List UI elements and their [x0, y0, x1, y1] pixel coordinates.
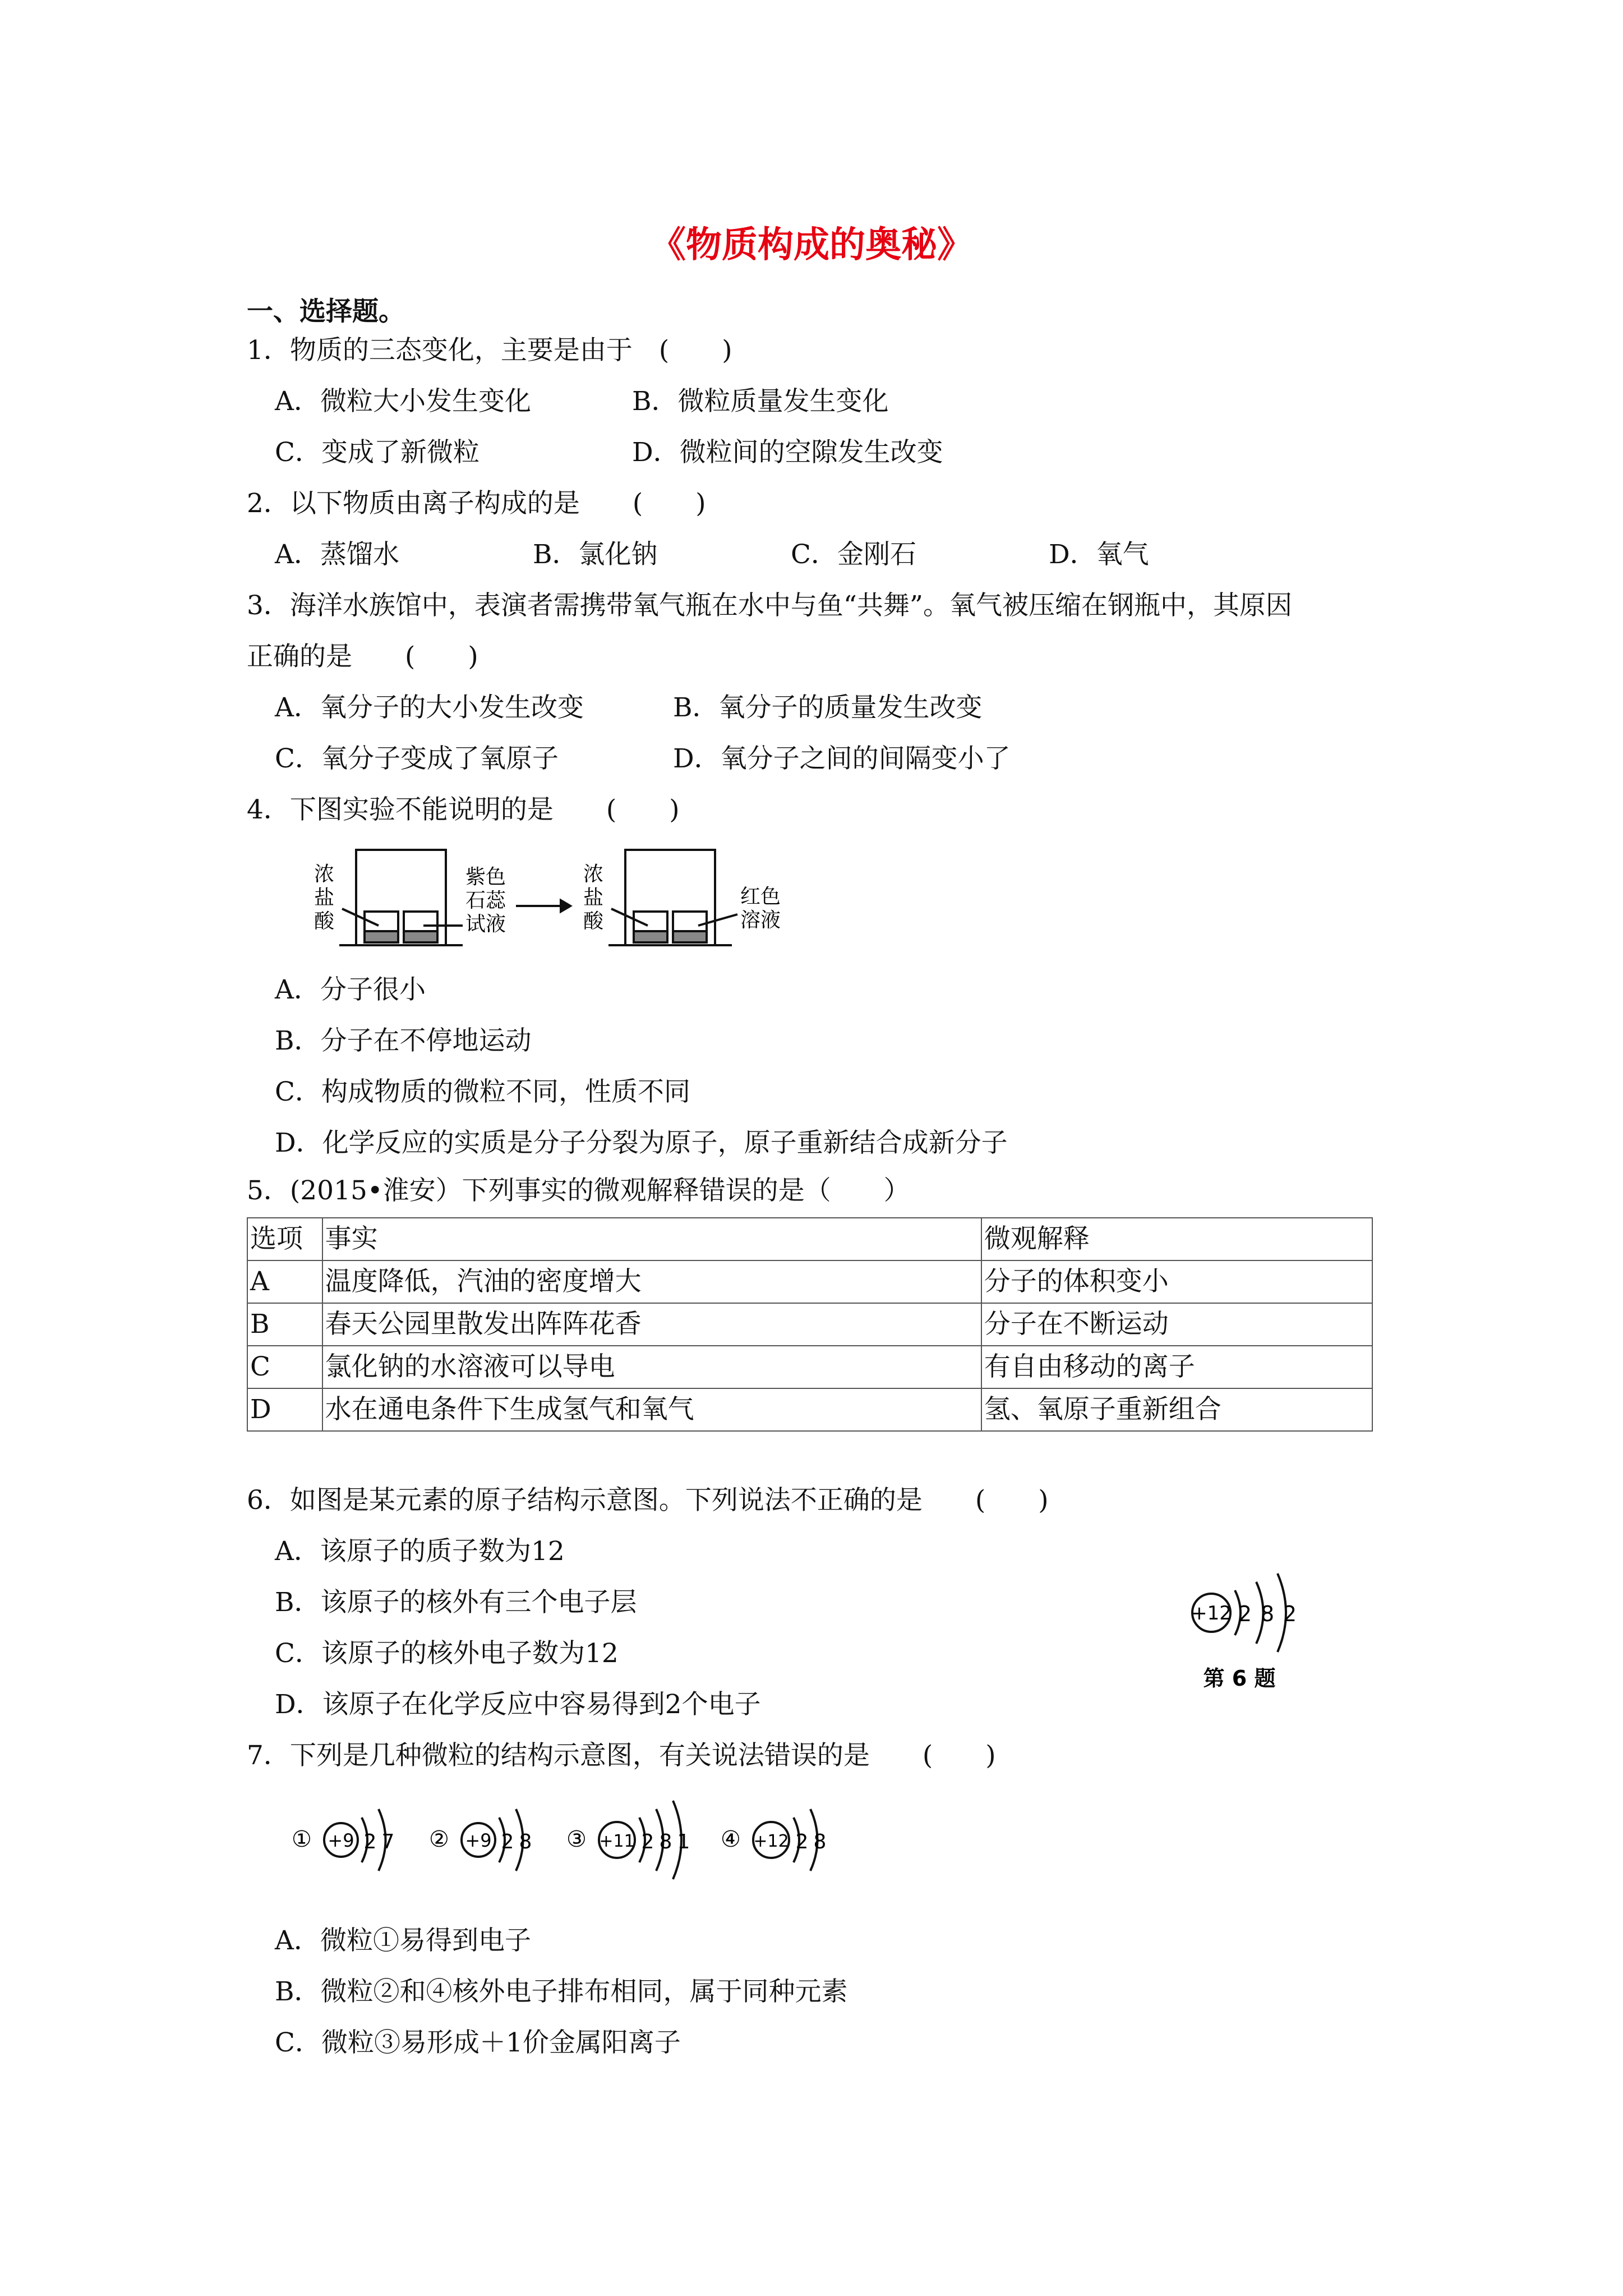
q4-right-left-label-3: 酸 [583, 910, 604, 933]
svg-text:④: ④ [721, 1826, 741, 1852]
svg-text:2: 2 [795, 1830, 809, 1853]
page-title: 《物质构成的奥秘》 [650, 224, 973, 266]
q4-option-d: D．化学反应的实质是分子分裂为原子，原子重新结合成新分子 [275, 1128, 1008, 1158]
table-cell: 水在通电条件下生成氢气和氧气 [322, 1388, 981, 1431]
section-heading: 一、选择题。 [247, 296, 405, 327]
table-header-cell: 微观解释 [981, 1218, 1372, 1260]
q6-shell-3: 2 [1283, 1602, 1297, 1626]
q2-option-a: A．蒸馏水 [275, 539, 399, 570]
q7-option-c: C．微粒③易形成＋1价金属阳离子 [275, 2027, 681, 2058]
svg-text:②: ② [429, 1826, 449, 1852]
particle-2 [429, 1809, 532, 1871]
q4-right-label-1: 红色 [740, 885, 781, 908]
table-cell: A [247, 1260, 322, 1303]
q1-option-b: B．微粒质量发生变化 [632, 386, 889, 417]
q5-stem: 5．(2015•淮安）下列事实的微观解释错误的是（ ） [247, 1175, 910, 1206]
svg-text:2: 2 [641, 1830, 654, 1853]
q2-option-d: D．氧气 [1049, 539, 1149, 570]
svg-text:③: ③ [566, 1826, 587, 1852]
q4-mid-label-2: 石蕊 [465, 889, 506, 912]
q4-right-left-label-2: 盐 [583, 886, 604, 909]
q4-option-b: B．分子在不停地运动 [275, 1025, 532, 1056]
table-cell: 分子的体积变小 [981, 1260, 1372, 1303]
q1-option-d: D．微粒间的空隙发生改变 [632, 437, 943, 468]
q4-option-c: C．构成物质的微粒不同，性质不同 [275, 1076, 690, 1107]
q6-shell-1: 2 [1238, 1602, 1252, 1626]
left-bell-jar [339, 850, 463, 945]
svg-text:1: 1 [677, 1830, 690, 1853]
svg-text:7: 7 [381, 1830, 395, 1853]
svg-text:2: 2 [363, 1830, 377, 1853]
q4-mid-label-1: 紫色 [465, 866, 506, 889]
svg-text:2: 2 [501, 1830, 514, 1853]
q7-particle-diagrams [292, 1795, 864, 1885]
q4-experiment-figure [311, 841, 816, 954]
svg-text:+9: +9 [465, 1830, 492, 1851]
q3-stem-line2: 正确的是 ( ) [247, 641, 478, 672]
svg-text:8: 8 [813, 1830, 827, 1853]
q6-caption: 第 6 题 [1203, 1666, 1276, 1691]
svg-text:+11: +11 [599, 1832, 635, 1851]
q4-mid-label-3: 试液 [465, 913, 506, 936]
svg-text:+12: +12 [753, 1832, 789, 1851]
table-cell: C [247, 1346, 322, 1388]
arrow-icon [516, 900, 570, 912]
q3-option-c: C．氧分子变成了氧原子 [275, 743, 559, 774]
q6-shell-2: 8 [1260, 1602, 1275, 1626]
table-cell: 温度降低，汽油的密度增大 [322, 1260, 981, 1303]
table-cell: D [247, 1388, 322, 1431]
particle-4 [721, 1809, 826, 1871]
q2-stem: 2．以下物质由离子构成的是 ( ) [247, 488, 706, 519]
table-cell: 分子在不断运动 [981, 1303, 1372, 1346]
table-cell: 氢、氧原子重新组合 [981, 1388, 1372, 1431]
q5-table [247, 1217, 1373, 1432]
table-row [247, 1388, 1372, 1431]
table-cell: 氯化钠的水溶液可以导电 [322, 1346, 981, 1388]
table-cell: 有自由移动的离子 [981, 1346, 1372, 1388]
q6-option-a: A．该原子的质子数为12 [275, 1536, 565, 1567]
q6-option-d: D．该原子在化学反应中容易得到2个电子 [275, 1689, 761, 1720]
right-bell-jar [608, 850, 737, 945]
q2-option-c: C．金刚石 [791, 539, 916, 570]
q4-left-label-2: 盐 [314, 886, 335, 909]
q6-stem: 6．如图是某元素的原子结构示意图。下列说法不正确的是 ( ) [247, 1485, 1049, 1516]
q1-option-a: A．微粒大小发生变化 [275, 386, 531, 417]
table-header-row [247, 1218, 1372, 1260]
table-cell: B [247, 1303, 322, 1346]
q1-option-c: C．变成了新微粒 [275, 437, 479, 468]
q3-option-a: A．氧分子的大小发生改变 [275, 692, 584, 723]
svg-text:①: ① [292, 1826, 312, 1852]
table-cell: 春天公园里散发出阵阵花香 [322, 1303, 981, 1346]
q7-option-a: A．微粒①易得到电子 [275, 1925, 531, 1956]
table-header-cell: 选项 [247, 1218, 322, 1260]
q7-option-b: B．微粒②和④核外电子排布相同，属于同种元素 [275, 1976, 848, 2007]
table-row [247, 1260, 1372, 1303]
particle-1 [292, 1809, 394, 1871]
q6-atom-diagram [1189, 1559, 1324, 1694]
svg-text:8: 8 [659, 1830, 672, 1853]
q1-stem: 1．物质的三态变化，主要是由于 ( ) [247, 335, 732, 366]
q3-option-d: D．氧分子之间的间隔变小了 [673, 743, 1011, 774]
q6-option-b: B．该原子的核外有三个电子层 [275, 1587, 637, 1618]
q3-stem-line1: 3．海洋水族馆中，表演者需携带氧气瓶在水中与鱼“共舞”。氧气被压缩在钢瓶中，其原因 [247, 590, 1292, 621]
q2-option-b: B．氯化钠 [533, 539, 658, 570]
q6-option-c: C．该原子的核外电子数为12 [275, 1638, 619, 1669]
q4-option-a: A．分子很小 [275, 974, 426, 1005]
table-header-cell: 事实 [322, 1218, 981, 1260]
svg-text:8: 8 [519, 1830, 532, 1853]
q4-right-label-2: 溶液 [740, 909, 781, 932]
q7-stem: 7．下列是几种微粒的结构示意图，有关说法错误的是 ( ) [247, 1740, 996, 1771]
table-row [247, 1346, 1372, 1388]
particle-3 [566, 1801, 690, 1879]
q4-left-label-1: 浓 [314, 863, 335, 886]
q3-option-b: B．氧分子的质量发生改变 [673, 692, 983, 723]
table-row [247, 1303, 1372, 1346]
q4-right-left-label-1: 浓 [583, 863, 604, 886]
q4-stem: 4．下图实验不能说明的是 ( ) [247, 794, 680, 825]
q6-nucleus: +12 [1191, 1602, 1232, 1625]
q4-left-label-3: 酸 [314, 910, 335, 933]
svg-text:+9: +9 [328, 1830, 354, 1851]
